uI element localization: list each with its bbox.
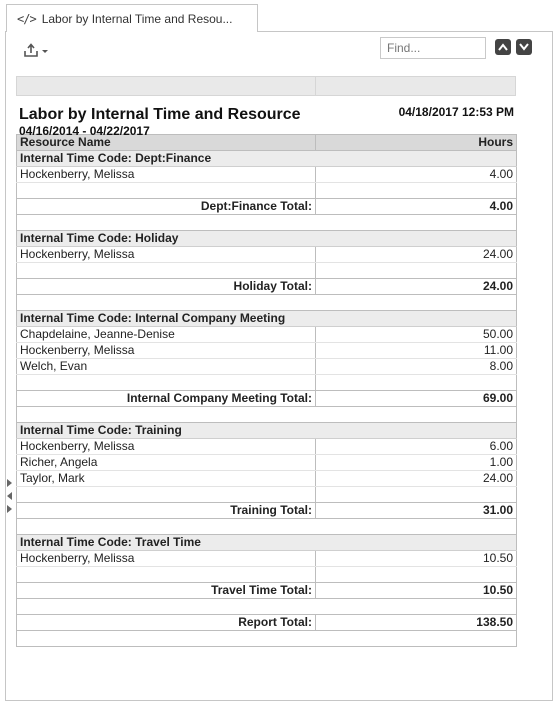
column-header-hours: Hours <box>316 135 517 151</box>
report-timestamp: 04/18/2017 12:53 PM <box>398 105 514 119</box>
table-row: Hockenberry, Melissa 6.00 <box>17 439 517 455</box>
group-header: Internal Time Code: Holiday <box>17 231 517 247</box>
table-row: Welch, Evan 8.00 <box>17 359 517 375</box>
export-icon <box>22 42 50 58</box>
report-body <box>16 76 516 647</box>
find-input[interactable] <box>380 37 486 59</box>
group-header: Internal Time Code: Training <box>17 423 517 439</box>
report-title: Labor by Internal Time and Resource <box>19 106 301 123</box>
spacer-row <box>17 183 517 199</box>
spacer-row <box>17 295 517 311</box>
spacer-row <box>17 631 517 647</box>
spacer-row <box>17 407 517 423</box>
group-header: Internal Time Code: Dept:Finance <box>17 151 517 167</box>
table-row: Richer, Angela 1.00 <box>17 455 517 471</box>
arrow-down-icon <box>519 43 529 51</box>
spacer-row <box>17 263 517 279</box>
group-header: Internal Time Code: Travel Time <box>17 535 517 551</box>
tab-title: Labor by Internal Time and Resou... <box>41 11 233 26</box>
table-row: Hockenberry, Melissa 10.50 <box>17 551 517 567</box>
spacer-row <box>17 375 517 391</box>
report-table <box>16 134 517 647</box>
table-row: Hockenberry, Melissa 24.00 <box>17 247 517 263</box>
group-total-row: Dept:Finance Total: 4.00 <box>17 199 517 215</box>
report-total-row: Report Total: 138.50 <box>17 615 517 631</box>
table-row: Chapdelaine, Jeanne-Denise 50.00 <box>17 327 517 343</box>
group-total-row: Internal Company Meeting Total: 69.00 <box>17 391 517 407</box>
code-icon: </> <box>17 11 36 26</box>
arrow-up-icon <box>498 43 508 51</box>
spacer-row <box>17 567 517 583</box>
spacer-row <box>17 599 517 615</box>
spacer-row <box>17 487 517 503</box>
group-total-row: Travel Time Total: 10.50 <box>17 583 517 599</box>
spacer-row <box>17 215 517 231</box>
table-row: Hockenberry, Melissa 4.00 <box>17 167 517 183</box>
find-next-button[interactable] <box>516 39 532 55</box>
table-row: Hockenberry, Melissa 11.00 <box>17 343 517 359</box>
expand-right-icon[interactable] <box>7 479 12 487</box>
group-total-row: Training Total: 31.00 <box>17 503 517 519</box>
group-total-row: Holiday Total: 24.00 <box>17 279 517 295</box>
report-date-range: 04/16/2014 - 04/22/2017 <box>19 124 150 138</box>
expand-right-icon[interactable] <box>7 505 12 513</box>
table-row: Taylor, Mark 24.00 <box>17 471 517 487</box>
spacer-row <box>17 519 517 535</box>
group-header: Internal Time Code: Internal Company Meeting <box>17 311 517 327</box>
collapse-left-icon[interactable] <box>7 492 12 500</box>
find-previous-button[interactable] <box>495 39 511 55</box>
report-tab[interactable] <box>6 4 258 32</box>
export-button[interactable] <box>22 42 50 58</box>
column-header-resource: Resource Name <box>17 135 316 151</box>
